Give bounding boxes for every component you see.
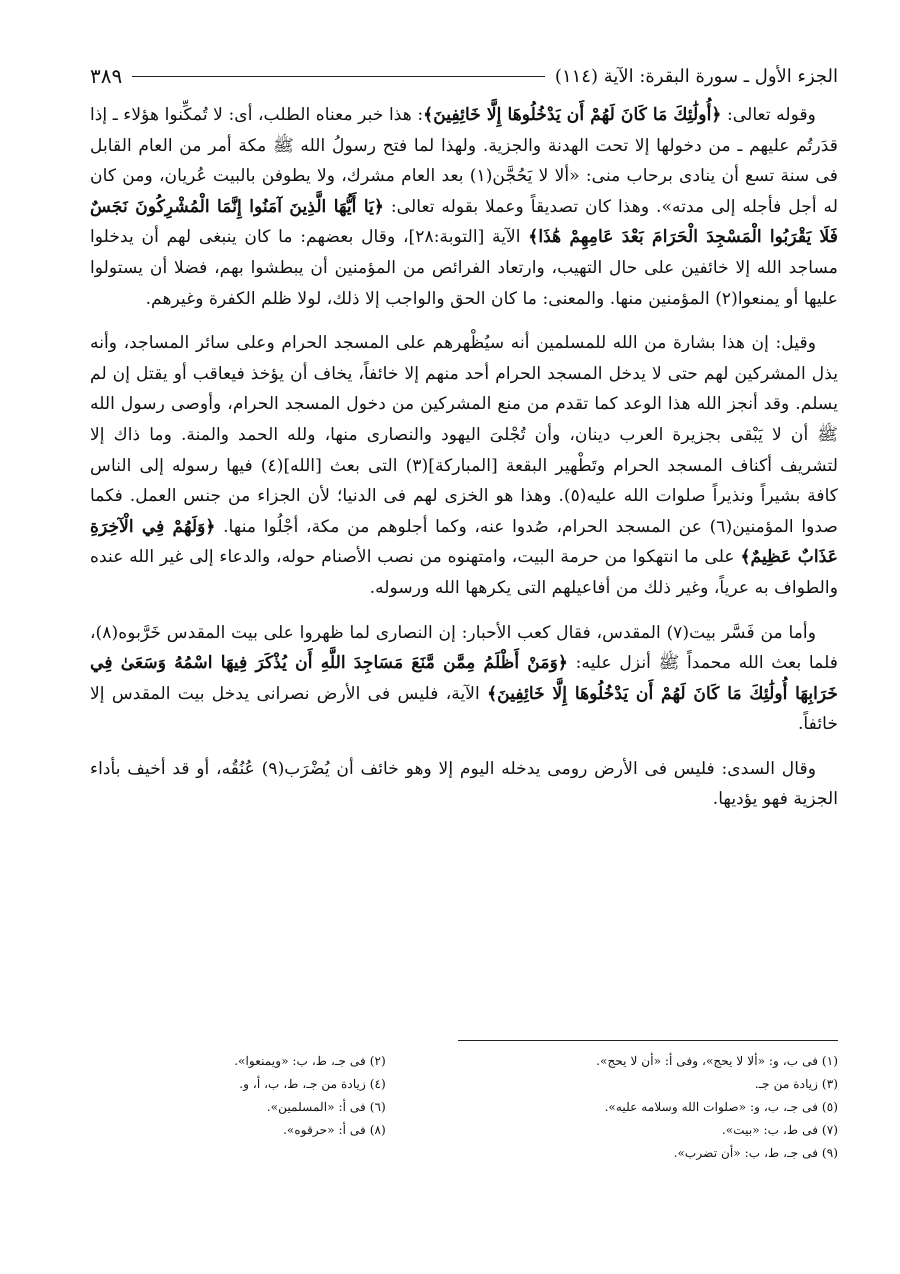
footnote: (٢) فى جـ، ط، ب: «ويمنعوا». bbox=[234, 1054, 386, 1068]
paragraph-2 bbox=[90, 328, 838, 603]
main-text bbox=[90, 100, 838, 829]
page-number: ٣٨٩ bbox=[90, 64, 123, 88]
header-title: الجزء الأول ـ سورة البقرة: الآية (١١٤) bbox=[554, 65, 838, 87]
footnote: (٣) زيادة من جـ. bbox=[754, 1077, 838, 1091]
text-run: الآية [التوبة:٢٨]، وقال بعضهم: ما كان ينبغى لهم أن يدخلوا مساجد الله إلا خائفين على حال التهيب، وارتعاد الفرائص من المؤمنين أن يبطشوا بهم، فضلا أن يستولوا عليها أو يمنعوا(٢) المؤمنين منها. والمعنى: ما كان الحق والواجب إلا ذلك، لولا ظلم الكفرة وغيرهم. bbox=[90, 227, 838, 309]
text-run: : هذا خبر معناه الطلب، أى: لا تُمكِّنوا هؤلاء ـ إذا قدَرتُم عليهم ـ من دخولها إلا تحت الهدنة والجزية. ولهذا لما فتح رسولُ الله ﷺ مكة أمر من العام القابل فى سنة تسع أن ينادى برحاب منى: «ألا لا يَحُجَّن(١) بعد العام مشرك، ولا يطوفن بالبيت عُريان، ومن كان له أجل فأجله إلى مدته». وهذا كان تصديقاً وعملا بقوله تعالى: bbox=[90, 105, 839, 217]
quran-verse: ﴿وَلَهُمْ فِي الْآخِرَةِ عَذَابٌ عَظِيمٌ﴾ bbox=[90, 516, 838, 568]
text-run: وقيل: إن هذا بشارة من الله للمسلمين أنه سيُظْهرهم على المسجد الحرام وعلى سائر المساجد، وأنه يذل المشركين لهم حتى لا يدخل المسجد الحرام أحد منهم إلا خائفاً، يخاف أن يؤخذ فيعاقب أو يقتل إن لم يسلم. وقد أنجز الله هذا الوعد كما تقدم من منع المشركين من دخول المسجد الحرام، وأوصى رسول الله ﷺ أن لا يَبْقى بجزيرة العرب دينان، وأن تُجْلىَ اليهود والنصارى منها، ولله الحمد والمنة. وما ذاك إلا لتشريف أكناف المسجد الحرام وتَطْهير البقعة [المباركة](٣) التى بعث [الله](٤) فيها رسوله إلى الناس كافة بشيراً ونذيراً صلوات الله عليه(٥). وهذا هو الخزى لهم فى الدنيا؛ لأن الجزاء من جنس العمل. فكما صدوا المؤمنين(٦) عن المسجد الحرام، صُدوا عنه، وكما أجلوهم من مكة، أجْلُوا منها. bbox=[90, 333, 839, 537]
text-run: على ما انتهكوا من حرمة البيت، وامتهنوه من نصب الأصنام حوله، والدعاء إلى غير الله عنده والطواف به عرياً، وغير ذلك من أفاعيلهم التى يكرهها الله ورسوله. bbox=[90, 547, 838, 598]
footnotes-right-column bbox=[434, 1042, 838, 1165]
paragraph-3 bbox=[90, 618, 838, 740]
text-run: وقوله تعالى: bbox=[721, 105, 816, 125]
quran-verse: ﴿يَا أَيُّهَا الَّذِينَ آمَنُوا إِنَّمَا الْمُشْرِكُونَ نَجَسٌ فَلَا يَقْرَبُوا الْمَسْجِدَ الْحَرَامَ بَعْدَ عَامِهِمْ هَٰذَا﴾ bbox=[90, 196, 838, 248]
footnotes bbox=[90, 1042, 838, 1165]
text-run: وأما من فَسَّر بيت(٧) المقدس، فقال كعب الأحبار: إن النصارى لما ظهروا على بيت المقدس خَرَّبوه(٨)، فلما بعث الله محمداً ﷺ أنزل عليه: bbox=[90, 622, 838, 674]
footnotes-left-column bbox=[90, 1042, 386, 1165]
quran-verse: ﴿أُولَٰئِكَ مَا كَانَ لَهُمْ أَن يَدْخُلُوهَا إِلَّا خَائِفِينَ﴾ bbox=[423, 105, 722, 125]
header-rule bbox=[132, 76, 545, 77]
text-run: وقال السدى: فليس فى الأرض رومى يدخله اليوم إلا وهو خائف أن يُضْرَب(٩) عُنُقُه، أو قد أخيف بأداء الجزية فهو يؤديها. bbox=[90, 758, 838, 810]
text-run: الآية، فليس فى الأرض نصرانى يدخل بيت المقدس إلا خائفاً. bbox=[90, 683, 838, 735]
quran-verse: ﴿وَمَنْ أَظْلَمُ مِمَّن مَّنَعَ مَسَاجِدَ اللَّهِ أَن يُذْكَرَ فِيهَا اسْمُهُ وَسَعَىٰ فِي خَرَابِهَا أُولَٰئِكَ مَا كَانَ لَهُمْ أَن يَدْخُلُوهَا إِلَّا خَائِفِينَ﴾ bbox=[90, 653, 838, 704]
footnote: (٥) فى جـ، ب، و: «صلوات الله وسلامه عليه». bbox=[604, 1100, 838, 1114]
footnote: (٨) فى أ: «حرقوه». bbox=[283, 1123, 386, 1137]
paragraph-4 bbox=[90, 754, 838, 815]
footnote: (١) فى ب، و: «ألا لا يحج»، وفى أ: «أن لا يحج». bbox=[596, 1054, 838, 1068]
running-header bbox=[90, 60, 838, 92]
footnote: (٧) فى ط، ب: «بيت». bbox=[721, 1123, 838, 1137]
footnote: (٩) فى جـ، ط، ب: «أن تضرب». bbox=[673, 1146, 838, 1160]
footnote-rule bbox=[458, 1040, 838, 1041]
footnote: (٦) فى أ: «المسلمين». bbox=[266, 1100, 386, 1114]
paragraph-1 bbox=[90, 100, 838, 314]
footnote: (٤) زيادة من جـ، ط، ب، أ، و. bbox=[239, 1077, 386, 1091]
